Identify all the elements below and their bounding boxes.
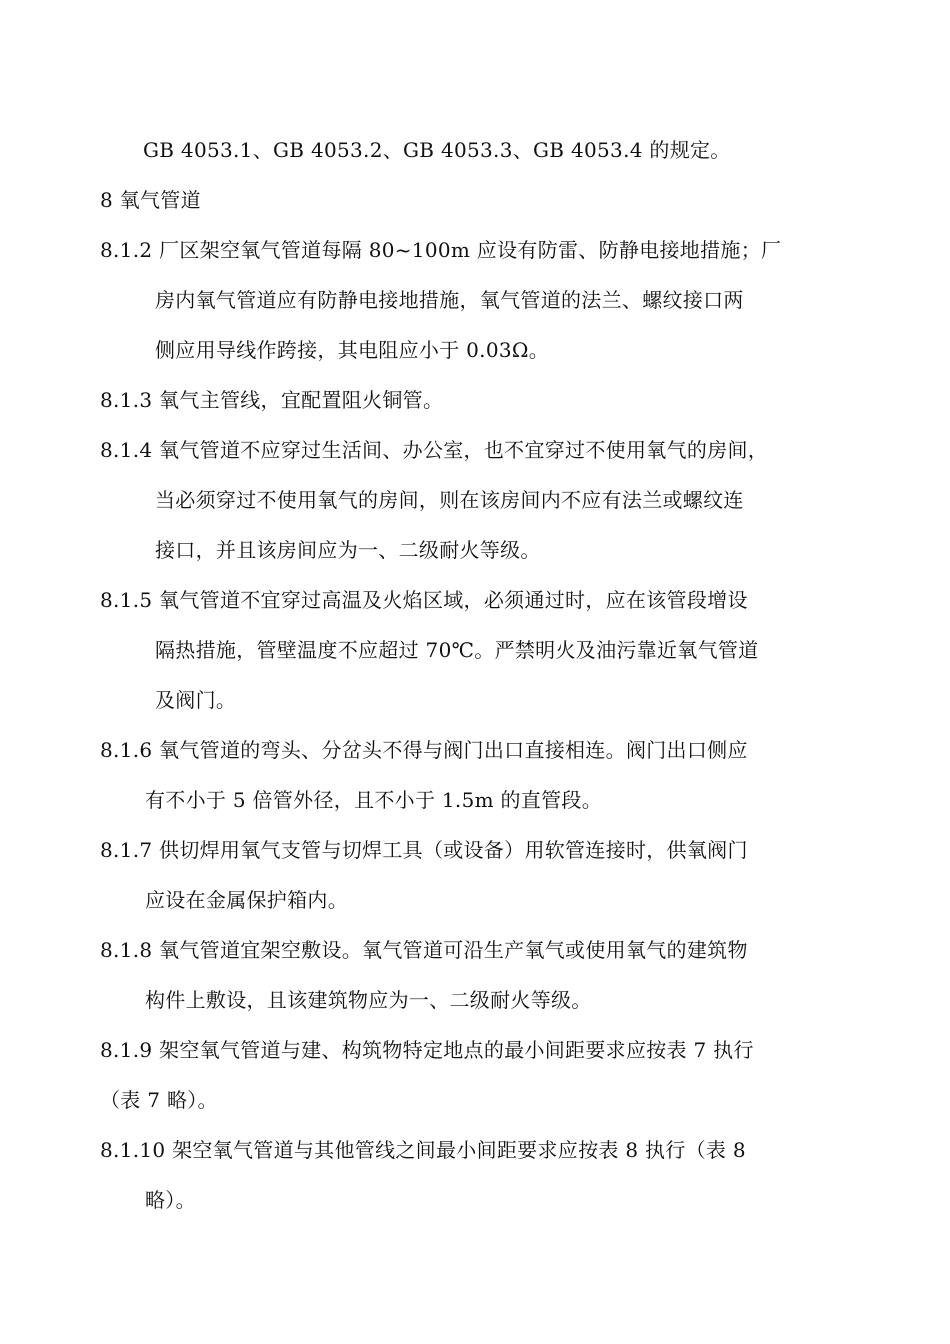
clause-8-1-6-line-2: 有不小于 5 倍管外径，且不小于 1.5m 的直管段。: [145, 788, 603, 812]
clause-8-1-4-line-3: 接口，并且该房间应为一、二级耐火等级。: [155, 538, 541, 562]
clause-8-1-2-line-1: 8.1.2 厂区架空氧气管道每隔 80~100m 应设有防雷、防静电接地措施；厂: [100, 238, 782, 262]
clause-8-1-4-line-2: 当必须穿过不使用氧气的房间，则在该房间内不应有法兰或螺纹连: [155, 488, 744, 512]
clause-8-1-5-line-2: 隔热措施，管壁温度不应超过 70℃。严禁明火及油污靠近氧气管道: [155, 638, 759, 662]
clause-8-1-6-line-1: 8.1.6 氧气管道的弯头、分岔头不得与阀门出口直接相连。阀门出口侧应: [100, 738, 748, 762]
clause-8-1-2-line-3: 侧应用导线作跨接，其电阻应小于 0.03Ω。: [155, 338, 550, 362]
clause-8-1-8-line-1: 8.1.8 氧气管道宜架空敷设。氧气管道可沿生产氧气或使用氧气的建筑物: [100, 938, 748, 962]
section-heading: 8 氧气管道: [100, 188, 201, 212]
clause-8-1-9-line-2: （表 7 略）。: [100, 1088, 218, 1112]
clause-8-1-2-line-2: 房内氧气管道应有防静电接地措施，氧气管道的法兰、螺纹接口两: [155, 288, 744, 312]
clause-8-1-7-line-1: 8.1.7 供切焊用氧气支管与切焊工具（或设备）用软管连接时，供氧阀门: [100, 838, 748, 862]
clause-8-1-5-line-3: 及阀门。: [155, 688, 237, 712]
clause-8-1-3: 8.1.3 氧气主管线，宜配置阻火铜管。: [100, 388, 444, 412]
clause-8-1-5-line-1: 8.1.5 氧气管道不宜穿过高温及火焰区域，必须通过时，应在该管段增设: [100, 588, 748, 612]
clause-8-1-8-line-2: 构件上敷设，且该建筑物应为一、二级耐火等级。: [145, 988, 592, 1012]
clause-8-1-4-line-1: 8.1.4 氧气管道不应穿过生活间、办公室，也不宜穿过不使用氧气的房间，: [100, 438, 769, 462]
clause-8-1-10-line-1: 8.1.10 架空氧气管道与其他管线之间最小间距要求应按表 8 执行（表 8: [100, 1138, 746, 1162]
clause-8-1-7-line-2: 应设在金属保护箱内。: [145, 888, 348, 912]
clause-8-1-10-line-2: 略）。: [145, 1188, 196, 1212]
clause-8-1-9-line-1: 8.1.9 架空氧气管道与建、构筑物特定地点的最小间距要求应按表 7 执行: [100, 1038, 754, 1062]
continuation-line: GB 4053.1、GB 4053.2、GB 4053.3、GB 4053.4 的规定。: [143, 138, 731, 162]
